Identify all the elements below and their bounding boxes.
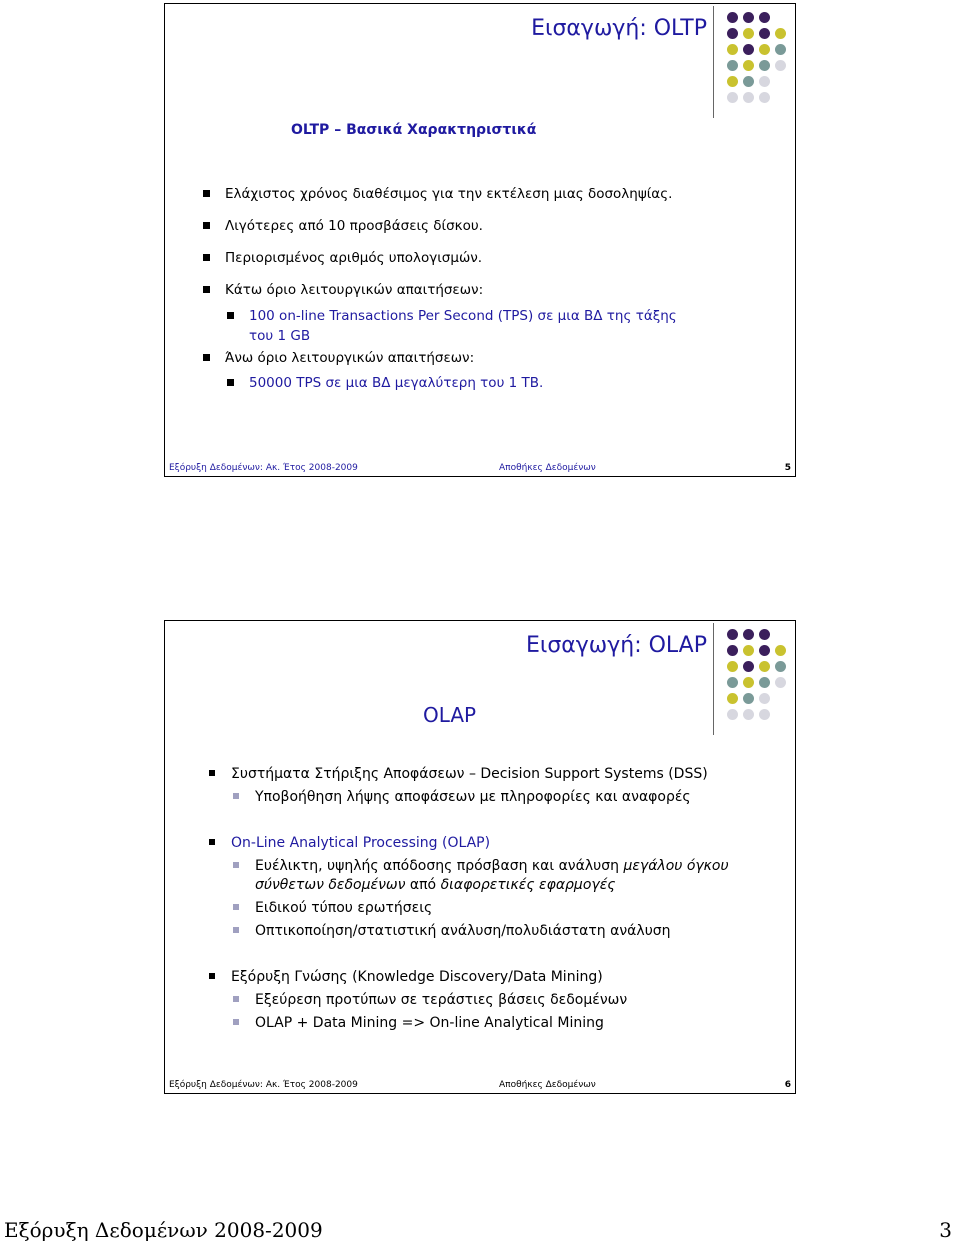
list-item: Λιγότερες από 10 προσβάσεις δίσκου.	[225, 218, 483, 234]
slide-subheading: OLAP	[423, 703, 477, 727]
list-item: Εξόρυξη Γνώσης (Knowledge Discovery/Data Mining)	[231, 969, 603, 985]
list-item: Ειδικού τύπου ερωτήσεις	[255, 900, 432, 916]
list-item: OLAP + Data Mining => On-line Analytical Mining	[255, 1015, 604, 1031]
list-item: Κάτω όριο λειτουργικών απαιτήσεων:	[225, 282, 483, 298]
slide-olap	[164, 620, 796, 1094]
list-item: Άνω όριο λειτουργικών απαιτήσεων:	[225, 350, 474, 366]
slide-title: Εισαγωγή: OLTP	[531, 16, 707, 41]
footer-course: Εξόρυξη Δεδομένων: Ακ. Έτος 2008-2009	[169, 463, 358, 473]
decorative-dot-grid-icon	[727, 12, 787, 108]
list-item: Ευέλικτη, υψηλής απόδοσης πρόσβαση και ανάλυση μεγάλου όγκου	[255, 858, 729, 874]
page-footer-title: Εξόρυξη Δεδομένων 2008-2009	[4, 1218, 323, 1242]
page-number: 3	[939, 1218, 952, 1242]
list-item: 100 on-line Transactions Per Second (TPS) σε μια ΒΔ της τάξης	[249, 308, 677, 324]
page-footer	[0, 1212, 960, 1246]
decorative-dot-grid-icon	[727, 629, 787, 725]
list-item: Οπτικοποίηση/στατιστική ανάλυση/πολυδιάστατη ανάλυση	[255, 923, 671, 939]
slide-oltp	[164, 3, 796, 477]
slide-title: Εισαγωγή: OLAP	[526, 633, 707, 658]
footer-course: Εξόρυξη Δεδομένων: Ακ. Έτος 2008-2009	[169, 1080, 358, 1090]
list-item: Ελάχιστος χρόνος διαθέσιμος για την εκτέλεση μιας δοσοληψίας.	[225, 186, 672, 202]
list-item: Εξεύρεση προτύπων σε τεράστιες βάσεις δεδομένων	[255, 992, 627, 1008]
footer-topic: Αποθήκες Δεδομένων	[499, 463, 596, 473]
list-item: Συστήματα Στήριξης Αποφάσεων – Decision Support Systems (DSS)	[231, 766, 708, 782]
list-item-continuation: σύνθετων δεδομένων από διαφορετικές εφαρμογές	[255, 877, 616, 893]
list-item: 50000 TPS σε μια ΒΔ μεγαλύτερη του 1 TB.	[249, 375, 543, 391]
title-divider	[713, 6, 714, 118]
slide-subheading: OLTP – Βασικά Χαρακτηριστικά	[291, 122, 537, 138]
list-item: Υποβοήθηση λήψης αποφάσεων με πληροφορίες και αναφορές	[255, 789, 691, 805]
list-item: Περιορισμένος αριθμός υπολογισμών.	[225, 250, 482, 266]
list-item: On-Line Analytical Processing (OLAP)	[231, 835, 490, 851]
title-divider	[713, 623, 714, 735]
list-item-continuation: του 1 GB	[249, 328, 311, 344]
slide-number: 6	[784, 1080, 791, 1090]
footer-topic: Αποθήκες Δεδομένων	[499, 1080, 596, 1090]
slide-number: 5	[784, 463, 791, 473]
